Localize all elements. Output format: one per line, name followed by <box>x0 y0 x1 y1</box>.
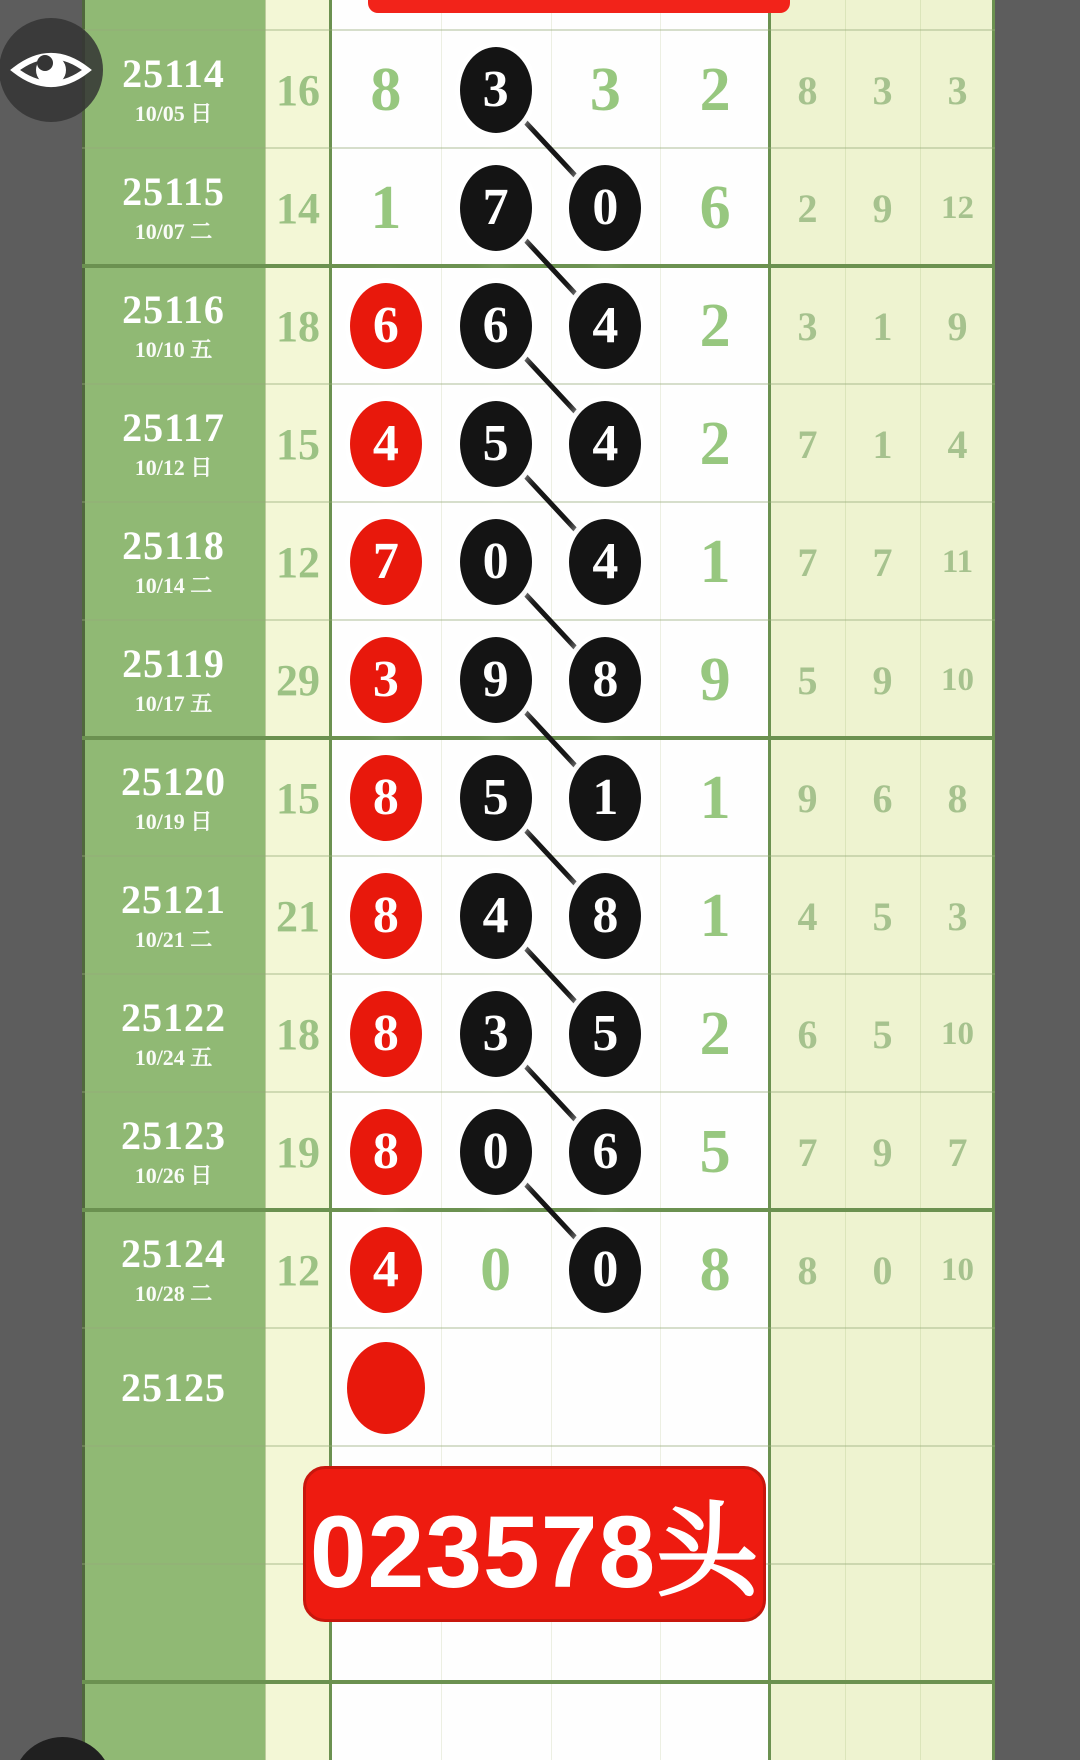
black-circle-number: 5 <box>460 401 532 487</box>
sum-value <box>265 1683 331 1760</box>
stat-value <box>770 1447 845 1565</box>
black-circle-number: 3 <box>460 991 532 1077</box>
table-row <box>82 739 995 857</box>
table-row <box>82 1683 995 1760</box>
red-circle-number: 4 <box>350 401 422 487</box>
draw-number-cell <box>441 1329 551 1447</box>
prediction-banner: 023578头 <box>303 1466 766 1622</box>
trend-table <box>82 0 995 1760</box>
draw-number-cell <box>660 1211 770 1329</box>
draw-number-cell <box>660 975 770 1093</box>
stat-value: 9 <box>797 775 818 821</box>
draw-number-cell <box>441 1211 551 1329</box>
plain-number: 5 <box>699 1118 731 1186</box>
table-row <box>82 1211 995 1329</box>
red-circle-number: 4 <box>350 1227 422 1313</box>
draw-number-cell <box>441 621 551 739</box>
period-number: 25119 <box>122 640 225 686</box>
stat-value <box>920 1447 995 1565</box>
stat-value: 1 <box>872 421 893 467</box>
sum-value: 29 <box>276 655 320 705</box>
draw-number-cell <box>550 31 660 149</box>
draw-number-cell <box>660 31 770 149</box>
stat-value <box>770 1565 845 1683</box>
draw-number-cell <box>550 739 660 857</box>
draw-number-cell <box>660 1093 770 1211</box>
black-circle-number: 5 <box>569 991 641 1077</box>
draw-number-cell <box>441 385 551 503</box>
period-cell <box>82 1683 265 1760</box>
stat-value: 0 <box>872 1247 893 1293</box>
period-date: 10/14 二 <box>134 572 213 598</box>
draw-number-cell <box>660 385 770 503</box>
stat-value: 6 <box>872 775 893 821</box>
period-date: 10/21 二 <box>134 926 213 952</box>
sum-value: 21 <box>276 891 320 941</box>
draw-number-cell <box>331 857 441 975</box>
period-date: 10/28 二 <box>134 1280 213 1306</box>
period-cell <box>82 739 265 857</box>
period-date: 10/05 日 <box>134 100 213 126</box>
black-circle-number: 6 <box>569 1109 641 1195</box>
stat-value: 5 <box>872 893 893 939</box>
period-date: 10/26 日 <box>134 1162 213 1188</box>
period-cell <box>82 1329 265 1447</box>
table-row <box>82 267 995 385</box>
black-circle-number: 0 <box>460 519 532 605</box>
draw-number-cell <box>660 1329 770 1447</box>
stat-value: 8 <box>947 775 968 821</box>
period-date: 10/12 日 <box>134 454 213 480</box>
plain-number: 8 <box>370 56 402 124</box>
red-circle-number: 8 <box>350 873 422 959</box>
sum-value: 16 <box>276 65 320 115</box>
draw-number-cell <box>550 1093 660 1211</box>
plain-number: 1 <box>699 764 731 832</box>
period-cell <box>82 385 265 503</box>
stat-value <box>920 1329 995 1447</box>
plain-number: 3 <box>589 56 621 124</box>
plain-number: 9 <box>699 646 731 714</box>
period-number: 25121 <box>121 876 226 922</box>
plain-number: 2 <box>699 292 731 360</box>
period-number: 25118 <box>122 522 225 568</box>
stat-value: 2 <box>797 185 818 231</box>
stat-value: 7 <box>797 421 818 467</box>
draw-number-cell <box>331 621 441 739</box>
draw-number-cell <box>441 503 551 621</box>
draw-number-cell <box>331 1329 441 1447</box>
table-row <box>82 385 995 503</box>
black-circle-number: 4 <box>569 283 641 369</box>
period-cell <box>82 267 265 385</box>
stat-value: 3 <box>947 67 968 113</box>
draw-number-cell <box>550 267 660 385</box>
period-cell <box>82 31 265 149</box>
stat-value <box>770 1329 845 1447</box>
draw-number-cell <box>441 975 551 1093</box>
draw-number-cell <box>550 621 660 739</box>
period-number: 25125 <box>121 1365 226 1410</box>
draw-number-cell <box>441 31 551 149</box>
stat-value: 7 <box>947 1129 968 1175</box>
period-cell <box>82 1093 265 1211</box>
black-circle-number: 0 <box>460 1109 532 1195</box>
plain-number: 2 <box>699 1000 731 1068</box>
draw-number-cell <box>660 503 770 621</box>
red-circle-number: 8 <box>350 991 422 1077</box>
period-cell <box>82 857 265 975</box>
plain-number: 6 <box>699 174 731 242</box>
sum-value: 18 <box>276 1009 320 1059</box>
draw-number-cell <box>331 31 441 149</box>
stat-value: 12 <box>941 189 974 226</box>
table-row <box>82 857 995 975</box>
table-row <box>82 1093 995 1211</box>
plain-number: 1 <box>370 174 402 242</box>
stat-value: 5 <box>797 657 818 703</box>
period-number: 25114 <box>122 50 225 96</box>
plain-number: 2 <box>699 56 731 124</box>
period-number: 25124 <box>121 1230 226 1276</box>
draw-number-cell <box>550 149 660 267</box>
stat-value: 7 <box>797 1129 818 1175</box>
draw-number-cell <box>331 503 441 621</box>
sum-value: 12 <box>276 1245 320 1295</box>
stat-value: 9 <box>872 1129 893 1175</box>
stat-value: 11 <box>941 543 974 580</box>
period-cell <box>82 503 265 621</box>
stat-value <box>770 1683 845 1760</box>
eye-icon[interactable] <box>0 18 104 124</box>
red-circle-number: 3 <box>350 637 422 723</box>
period-cell <box>82 1447 265 1565</box>
period-number: 25120 <box>121 758 226 804</box>
draw-number-cell <box>441 739 551 857</box>
stat-value: 9 <box>872 185 893 231</box>
stat-value: 4 <box>797 893 818 939</box>
draw-number-cell <box>660 857 770 975</box>
stat-value <box>920 1683 995 1760</box>
stat-value: 6 <box>797 1011 818 1057</box>
draw-number-cell <box>550 503 660 621</box>
draw-number-cell <box>331 1211 441 1329</box>
stat-value: 4 <box>947 421 968 467</box>
sum-value: 12 <box>276 537 320 587</box>
table-row <box>82 975 995 1093</box>
stat-value: 9 <box>947 303 968 349</box>
black-circle-number: 7 <box>460 165 532 251</box>
draw-number-cell <box>550 385 660 503</box>
draw-number-cell <box>331 385 441 503</box>
period-date: 10/10 五 <box>134 336 213 362</box>
plain-number: 0 <box>480 1236 512 1304</box>
red-circle-number: 6 <box>350 283 422 369</box>
black-circle-number: 3 <box>460 47 532 133</box>
stat-value: 8 <box>797 67 818 113</box>
draw-number-cell <box>660 621 770 739</box>
draw-number-cell <box>550 1329 660 1447</box>
draw-number-cell <box>660 149 770 267</box>
red-circle-number: 8 <box>350 1109 422 1195</box>
draw-number-cell <box>331 975 441 1093</box>
draw-number-cell <box>331 739 441 857</box>
draw-number-cell <box>441 1093 551 1211</box>
stat-value <box>845 1447 920 1565</box>
draw-number-cell <box>550 975 660 1093</box>
draw-number-cell <box>331 267 441 385</box>
red-circle-number: 7 <box>350 519 422 605</box>
stat-value: 9 <box>872 657 893 703</box>
period-number: 25122 <box>121 994 226 1040</box>
draw-number-cell <box>660 267 770 385</box>
table-row <box>82 621 995 739</box>
draw-number-cell <box>331 149 441 267</box>
table-row <box>82 503 995 621</box>
sum-value <box>265 1329 331 1447</box>
sum-value: 14 <box>276 183 320 233</box>
stat-value: 5 <box>872 1011 893 1057</box>
stat-value: 7 <box>797 539 818 585</box>
period-cell <box>82 621 265 739</box>
stat-value: 3 <box>797 303 818 349</box>
stat-value: 1 <box>872 303 893 349</box>
period-cell <box>82 1565 265 1683</box>
draw-number-cell <box>550 857 660 975</box>
draw-number-cell <box>441 149 551 267</box>
draw-number-cell <box>331 1093 441 1211</box>
draw-number-cell <box>550 1211 660 1329</box>
plain-number: 2 <box>699 410 731 478</box>
draw-number-cell <box>441 857 551 975</box>
black-circle-number: 9 <box>460 637 532 723</box>
stat-value: 8 <box>797 1247 818 1293</box>
stat-value <box>845 1565 920 1683</box>
period-number: 25116 <box>122 286 225 332</box>
stat-value: 10 <box>941 1251 974 1288</box>
period-date: 10/17 五 <box>134 690 213 716</box>
black-circle-number: 1 <box>569 755 641 841</box>
black-circle-number: 8 <box>569 873 641 959</box>
period-date: 10/07 二 <box>134 218 213 244</box>
stat-value: 10 <box>941 661 974 698</box>
sum-value: 15 <box>276 419 320 469</box>
black-circle-number: 4 <box>569 401 641 487</box>
period-number: 25123 <box>121 1112 226 1158</box>
draw-number-cell <box>660 739 770 857</box>
sum-value: 19 <box>276 1127 320 1177</box>
period-cell <box>82 149 265 267</box>
table-row <box>82 1329 995 1447</box>
stat-value: 3 <box>872 67 893 113</box>
period-cell <box>82 1211 265 1329</box>
black-circle-number: 4 <box>569 519 641 605</box>
table-row <box>82 31 995 149</box>
stat-value: 7 <box>872 539 893 585</box>
black-circle-number: 0 <box>569 1227 641 1313</box>
period-number: 25117 <box>122 404 225 450</box>
period-date: 10/19 日 <box>134 808 213 834</box>
stat-value <box>920 1565 995 1683</box>
stat-value <box>845 1329 920 1447</box>
draw-number-cell <box>441 267 551 385</box>
period-cell <box>82 975 265 1093</box>
sum-value: 15 <box>276 773 320 823</box>
red-dot-marker <box>347 1342 425 1434</box>
stat-value: 10 <box>941 1015 974 1052</box>
sum-value: 18 <box>276 301 320 351</box>
black-circle-number: 6 <box>460 283 532 369</box>
table-row <box>82 149 995 267</box>
black-circle-number: 5 <box>460 755 532 841</box>
plain-number: 1 <box>699 882 731 950</box>
black-circle-number: 8 <box>569 637 641 723</box>
previous-banner-remnant <box>368 0 790 13</box>
black-circle-number: 4 <box>460 873 532 959</box>
red-circle-number: 8 <box>350 755 422 841</box>
period-number: 25115 <box>122 168 225 214</box>
period-date: 10/24 五 <box>134 1044 213 1070</box>
stat-value <box>845 1683 920 1760</box>
stat-value: 3 <box>947 893 968 939</box>
plain-number: 8 <box>699 1236 731 1304</box>
black-circle-number: 0 <box>569 165 641 251</box>
plain-number: 1 <box>699 528 731 596</box>
